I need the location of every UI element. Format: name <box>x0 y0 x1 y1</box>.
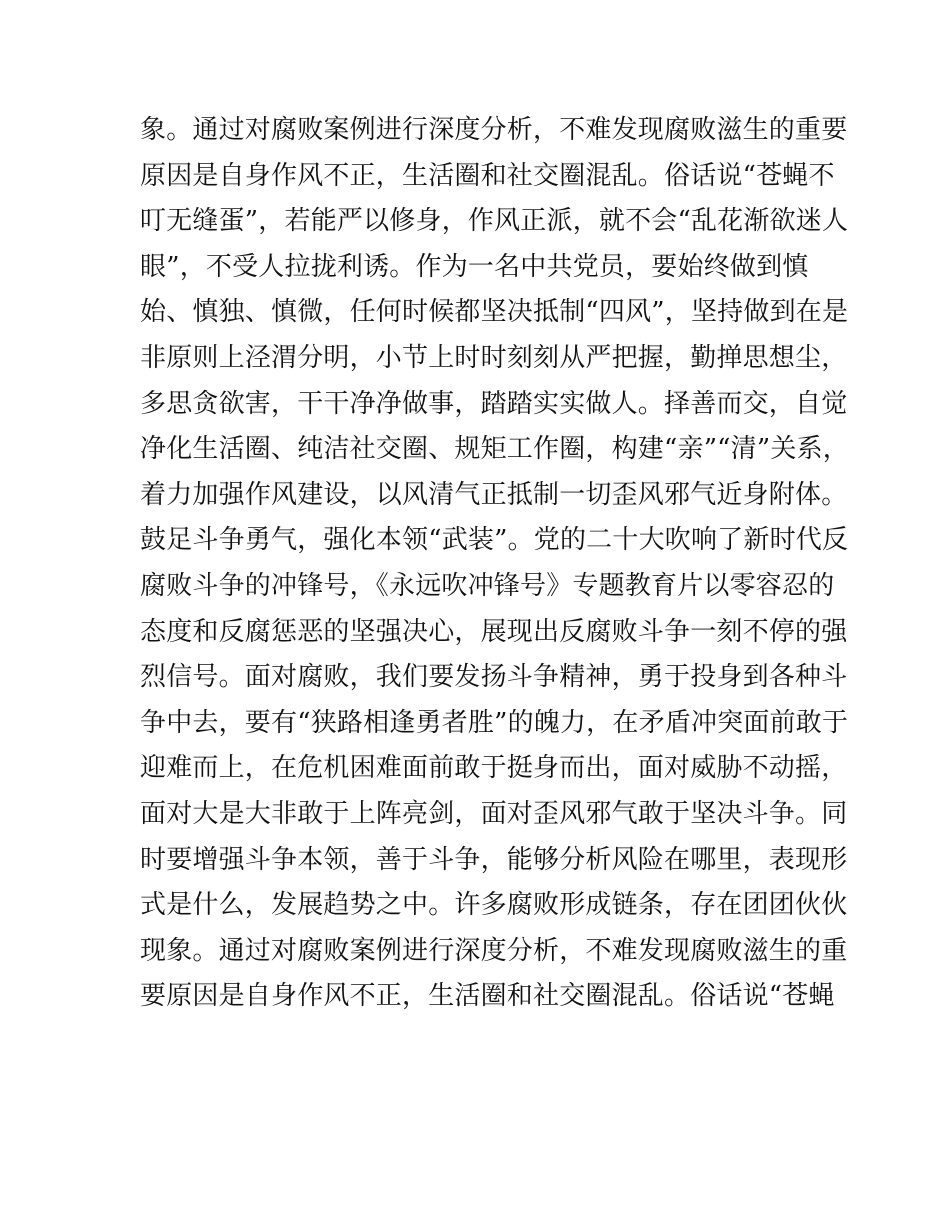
text-line: 迎难而上，在危机困难面前敢于挺身而出，面对威胁不动摇， <box>140 753 848 784</box>
text-line: 象。通过对腐败案例进行深度分析，不难发现腐败滋生的重要 <box>140 115 848 145</box>
body-text <box>140 108 849 1020</box>
text-line: 叮无缝蛋”，若能严以修身，作风正派，就不会“乱花渐欲迷人 <box>140 206 849 237</box>
text-line: 鼓足斗争勇气，强化本领“武装”。党的二十大吹响了新时代反 <box>140 525 849 556</box>
text-line: 面对大是大非敢于上阵亮剑，面对歪风邪气敢于坚决斗争。同 <box>140 798 848 829</box>
text-line: 现象。通过对腐败案例进行深度分析，不难发现腐败滋生的重 <box>140 935 848 966</box>
text-line: 非原则上泾渭分明，小节上时时刻刻从严把握，勤掸思想尘， <box>140 342 848 373</box>
text-line: 争中去，要有“狭路相逢勇者胜”的魄力，在矛盾冲突面前敢于 <box>140 707 849 738</box>
text-line: 多思贪欲害，干干净净做事，踏踏实实做人。择善而交，自觉 <box>140 388 848 419</box>
text-line: 态度和反腐惩恶的坚强决心，展现出反腐败斗争一刻不停的强 <box>140 616 848 647</box>
text-line: 要原因是自身作风不正，生活圈和社交圈混乱。俗话说“苍蝇 <box>140 981 835 1012</box>
text-line: 眼”，不受人拉拢利诱。作为一名中共党员，要始终做到慎 <box>140 251 809 282</box>
text-line: 原因是自身作风不正，生活圈和社交圈混乱。俗话说“苍蝇不 <box>140 160 835 191</box>
text-line: 时要增强斗争本领，善于斗争，能够分析风险在哪里，表现形 <box>140 844 848 875</box>
text-line: 烈信号。面对腐败，我们要发扬斗争精神，勇于投身到各种斗 <box>140 662 848 693</box>
text-line: 腐败斗争的冲锋号，《永远吹冲锋号》专题教育片以零容忍的 <box>140 570 835 601</box>
text-line: 式是什么，发展趋势之中。许多腐败形成链条，存在团团伙伙 <box>140 890 848 921</box>
text-line: 始、慎独、慎微，任何时候都坚决抵制“四风”，坚持做到在是 <box>140 297 849 328</box>
text-line: 净化生活圈、纯洁社交圈、规矩工作圈，构建“亲”“清”关系， <box>140 434 849 465</box>
text-line: 着力加强作风建设，以风清气正抵制一切歪风邪气近身附体。 <box>140 479 848 510</box>
